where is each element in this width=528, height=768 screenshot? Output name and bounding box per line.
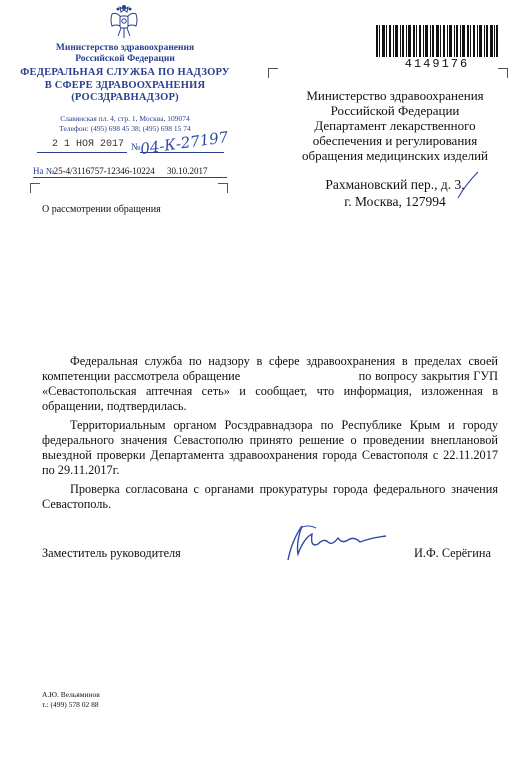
signer-name: И.Ф. Серёгина [414, 546, 491, 560]
number-line [140, 152, 224, 153]
handwritten-number: 04-К-27197 [139, 127, 230, 159]
subject-line: О рассмотрении обращения [42, 204, 161, 215]
barcode-number: 4149176 [404, 57, 470, 71]
recipient-address: Рахмановский пер., д. 3, г. Москва, 127994 [325, 177, 465, 209]
date-line [37, 152, 127, 153]
agency-name: ФЕДЕРАЛЬНАЯ СЛУЖБА ПО НАДЗОРУ В СФЕРЕ ЗДРАВООХРАНЕНИЯ (РОСЗДРАВНАДЗОР) [20, 67, 230, 103]
bracket-top-right [218, 183, 228, 193]
paragraph-3: Проверка согласована с органами прокуратуры города федерального значения Севастополь. [42, 482, 498, 511]
reference-underline [33, 177, 227, 178]
recipient-block: Министерство здравоохранения Российской Федерации Департамент лекарственного обеспечения и регулирования обращения медицинских изделий [301, 88, 488, 163]
signer-position: Заместитель руководителя [42, 546, 181, 560]
checkmark-icon [456, 170, 480, 200]
number-prefix: № [131, 142, 141, 153]
barcode-icon [376, 25, 498, 57]
bracket-top-left [30, 183, 40, 193]
letter-body [42, 354, 502, 512]
date-stamp: 2 1 НОЯ 2017 [52, 139, 125, 150]
emblem-icon [106, 4, 142, 42]
paragraph-1: Федеральная служба по надзору в сфере здравоохранения в пределах своей компетенции рассмотрела обращение по вопросу закрытия ГУП «Севастопольская аптечная сеть» и сообщает, что информация, изложенная в обращении, подтвердилась. [42, 354, 502, 413]
executor-info: А.Ю. Вельяминов т.: (499) 578 02 88 [42, 690, 100, 709]
ministry-name: Министерство здравоохранения Российской Федерации [55, 43, 195, 64]
reference-line: На № 25-4/3116757-12346-10224 30.10.2017 [33, 166, 208, 176]
agency-address: Славянская пл. 4, стр. 1, Москва, 109074 Телефон: (495) 698 45 38; (495) 698 15 74 [59, 114, 191, 133]
paragraph-2: Территориальным органом Росздравнадзора по Республике Крым и городу федерального значения Севастополю принято решение о проведении внеплановой выездной проверки Департамента здравоохранения города Севастополя с 22.11.2017 по 29.11.2017г. [42, 418, 498, 477]
handwritten-signature [282, 520, 392, 564]
recipient-bracket-right [498, 68, 508, 78]
recipient-bracket-left [268, 68, 278, 78]
